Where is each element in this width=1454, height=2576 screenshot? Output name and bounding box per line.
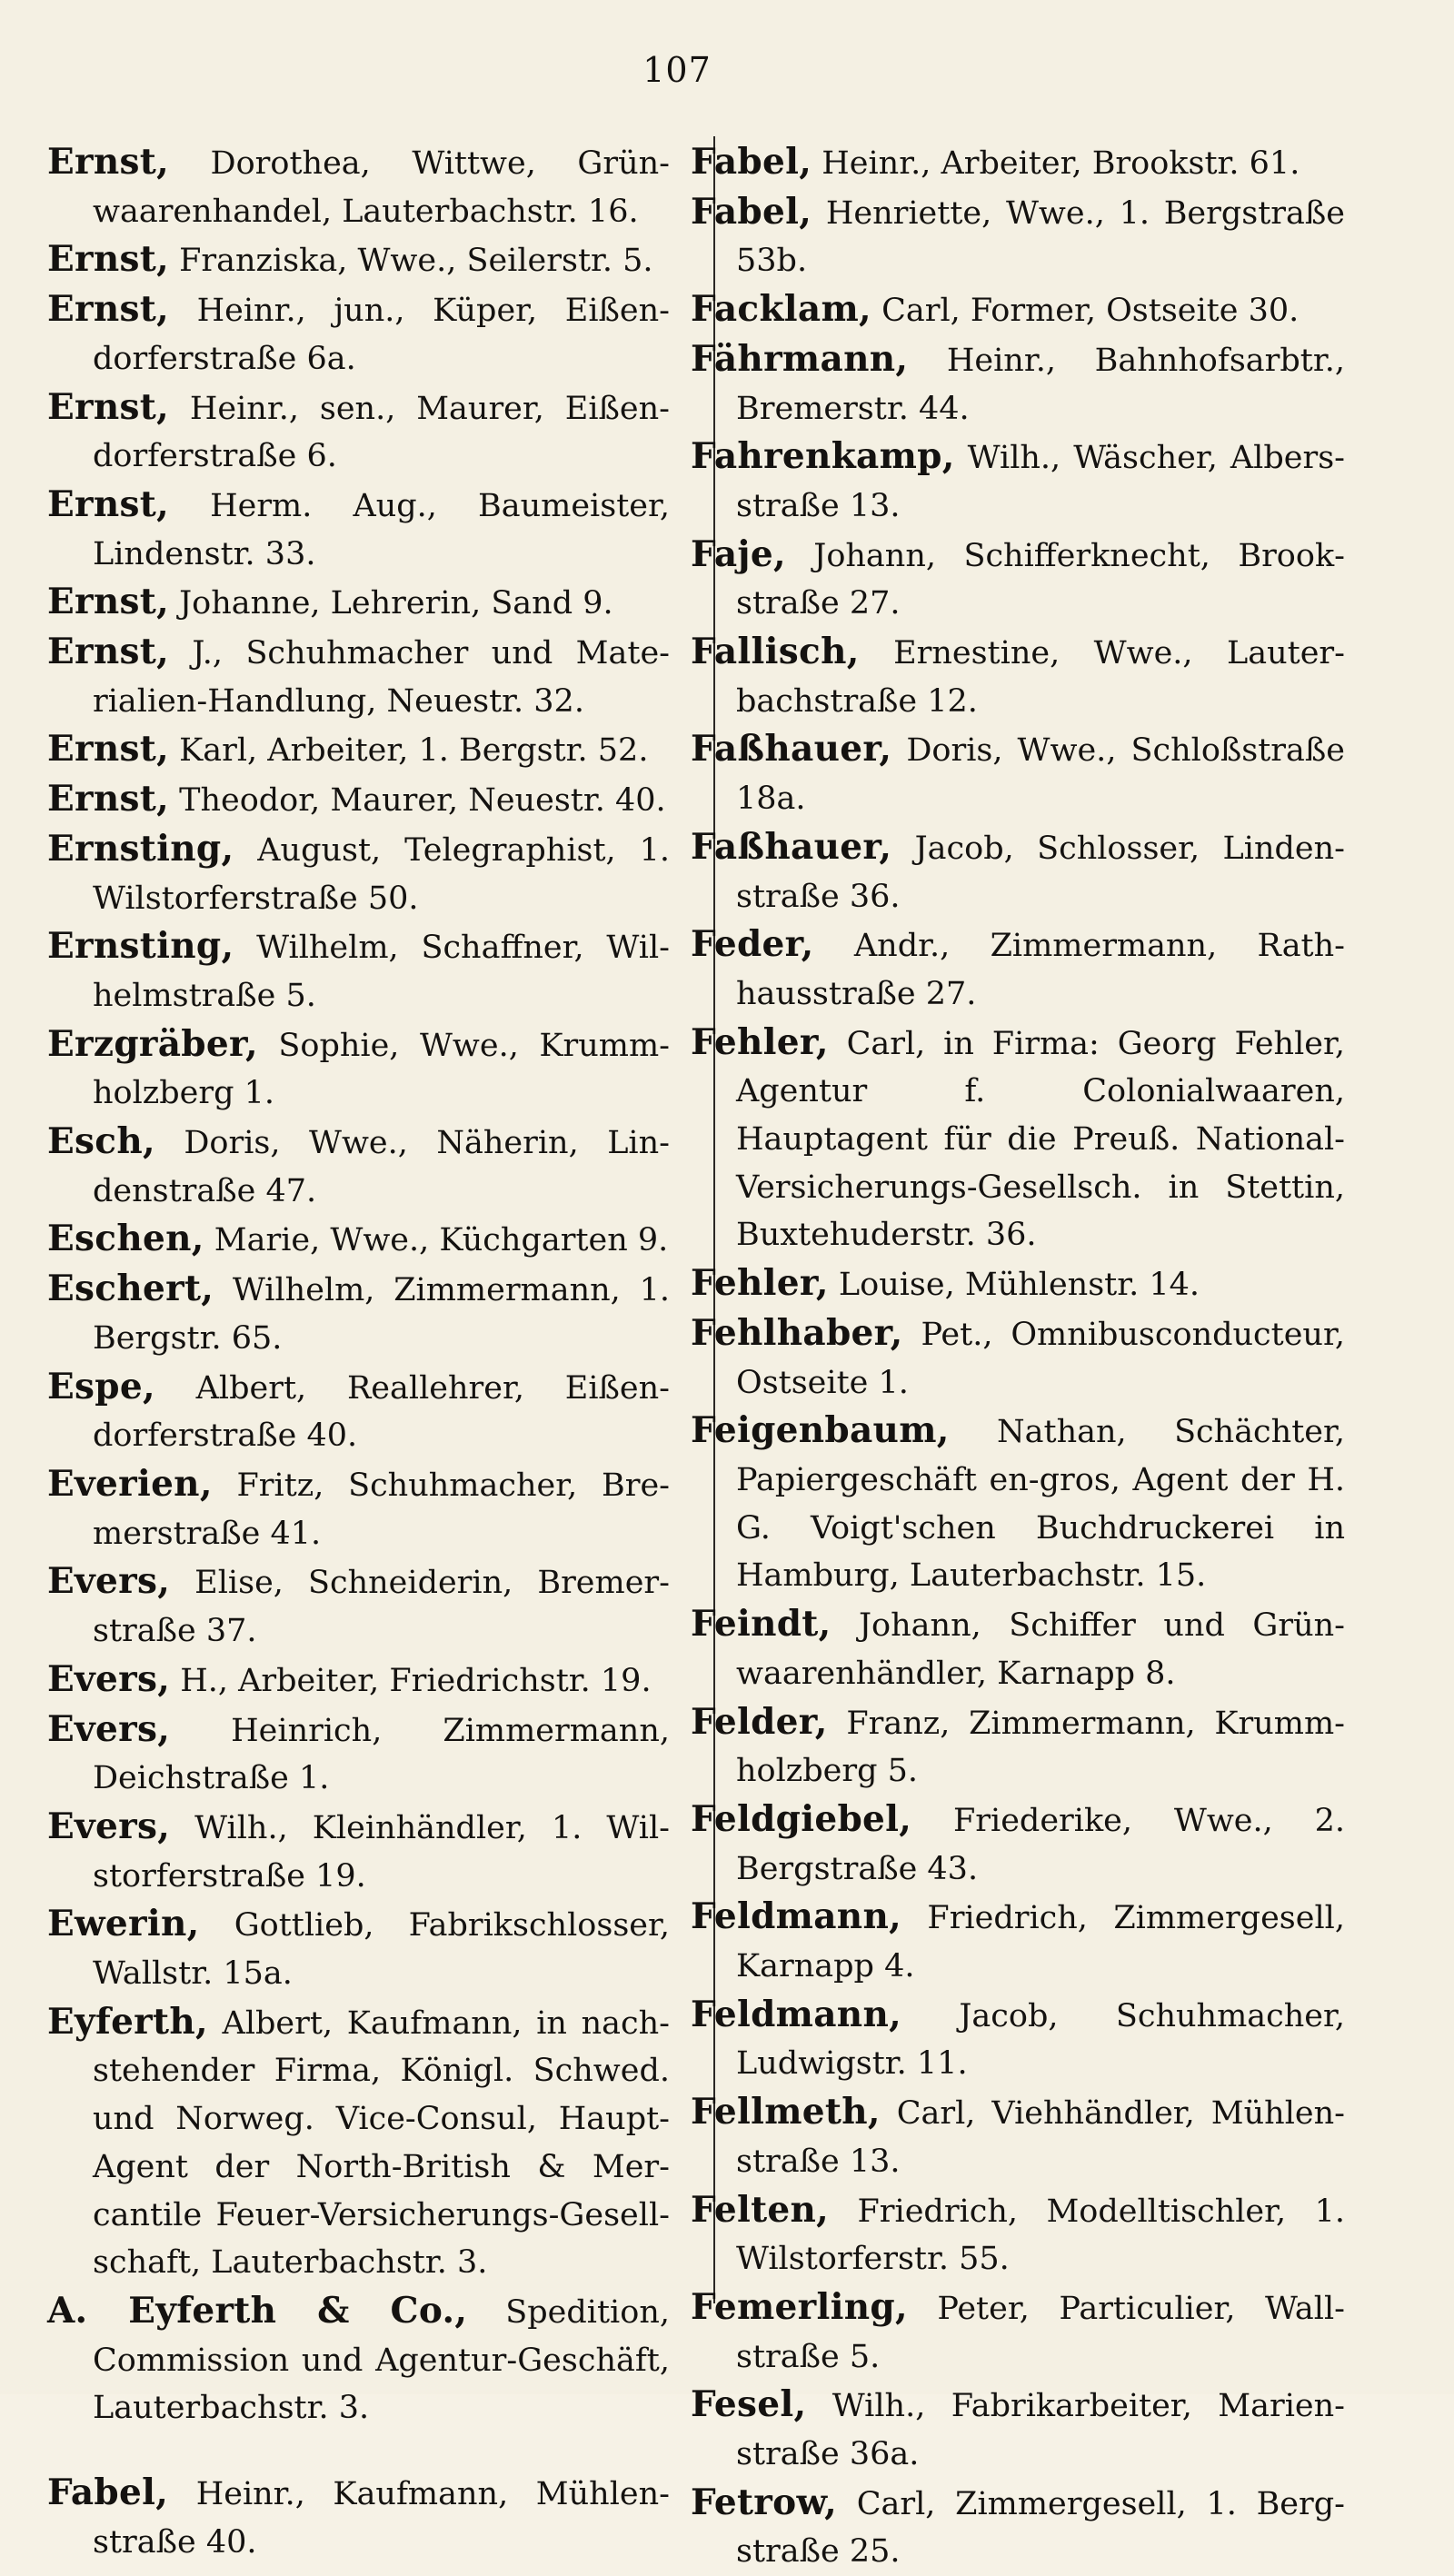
- directory-entry: [47, 285, 670, 383]
- directory-entry: [47, 1656, 670, 1706]
- directory-entry: [47, 578, 670, 628]
- entry-name: Faßhauer,: [691, 825, 892, 868]
- directory-entry: [47, 1557, 670, 1655]
- directory-entry: [691, 433, 1345, 530]
- entry-details: Spedition, Commission und Agentur-Geschäft, Lauterbachstr. 3.: [93, 2293, 670, 2427]
- entry-name: Eyferth,: [47, 2000, 208, 2043]
- entry-name: Ernsting,: [47, 827, 234, 870]
- entry-details: Friedrich, Modelltischler, 1. Wilstorferstr. 55.: [736, 2193, 1345, 2278]
- entry-name: Fellmeth,: [691, 2091, 881, 2133]
- entry-name: Fabel,: [47, 2472, 169, 2514]
- directory-entry: [691, 920, 1345, 1018]
- section-gap: [47, 2432, 670, 2469]
- entry-name: Feldgiebel,: [691, 1797, 912, 1840]
- entry-details: Elise, Schneiderin, Bremerstraße 37.: [93, 1565, 670, 1650]
- entry-name: Eschen,: [47, 1218, 204, 1260]
- entry-details: Gottlieb, Fabrikschlosser, Wallstr. 15a.: [93, 1907, 670, 1993]
- entry-details: Ernestine, Wwe., Lauterbachstraße 12.: [736, 635, 1345, 720]
- directory-entry: [47, 1215, 670, 1265]
- entry-name: Fährmann,: [691, 337, 909, 380]
- entry-details: Nathan, Schächter, Papiergeschäft en-gros, Agent der H. G. Voigt'schen Buchdruckerei in Hamburg, Lauterbachstr. 15.: [736, 1414, 1345, 1595]
- directory-entry: [47, 1265, 670, 1362]
- entry-details: Heinr., jun., Küper, Eißendorferstraße 6a.: [93, 293, 670, 377]
- directory-entry: [691, 2381, 1345, 2478]
- directory-entry: [691, 1600, 1345, 1697]
- directory-entry: [691, 1991, 1345, 2088]
- directory-entry: [47, 725, 670, 775]
- entry-name: Eschert,: [47, 1268, 214, 1310]
- directory-entry: [47, 628, 670, 725]
- entry-details: H., Arbeiter, Friedrichstr. 19.: [170, 1662, 652, 1699]
- entry-name: A. Eyferth & Co.,: [47, 2289, 468, 2332]
- entry-details: Henriette, Wwe., 1. Bergstraße 53b.: [736, 194, 1345, 280]
- directory-entry: [47, 481, 670, 578]
- entry-details: Friedrich, Zimmergesell, Karnapp 4.: [736, 1900, 1345, 1985]
- entry-name: Faßhauer,: [691, 728, 892, 771]
- directory-entry: [47, 2287, 670, 2432]
- entry-name: Fehler,: [691, 1020, 829, 1063]
- directory-entry: [47, 1803, 670, 1900]
- entry-details: Franziska, Wwe., Seilerstr. 5.: [168, 243, 653, 280]
- entry-details: Louise, Mühlenstr. 14.: [828, 1267, 1200, 1304]
- directory-entry: [47, 1363, 670, 1460]
- directory-entry: [47, 1706, 670, 1803]
- directory-entry: [691, 2283, 1345, 2381]
- directory-entry: [691, 1698, 1345, 1795]
- directory-entry: [691, 823, 1345, 920]
- entry-details: Fritz, Schuhmacher, Bremerstraße 41.: [93, 1467, 670, 1552]
- directory-entry: [691, 1795, 1345, 1893]
- entry-details: Wilhelm, Schaffner, Wilhelmstraße 5.: [93, 930, 670, 1014]
- entry-name: Fahrenkamp,: [691, 435, 955, 478]
- entry-name: Evers,: [47, 1657, 171, 1700]
- entry-name: Ernst,: [47, 141, 169, 183]
- entry-name: Felten,: [691, 2188, 830, 2231]
- directory-entry: [691, 725, 1345, 822]
- entry-name: Espe,: [47, 1365, 155, 1407]
- entry-details: Heinr., sen., Maurer, Eißendorferstraße 6.: [93, 390, 670, 475]
- entry-name: Facklam,: [691, 288, 871, 331]
- entry-name: Evers,: [47, 1707, 171, 1750]
- entry-details: Wilhelm, Zimmermann, 1. Bergstr. 65.: [93, 1272, 670, 1357]
- directory-entry: [691, 2479, 1345, 2576]
- entry-details: Friederike, Wwe., 2. Bergstraße 43.: [736, 1802, 1345, 1887]
- entry-details: Heinr., Bahnhofsarbtr., Bremerstr. 44.: [736, 342, 1345, 427]
- entry-details: Heinr., Arbeiter, Brookstr. 61.: [812, 145, 1300, 182]
- entry-name: Ernst,: [47, 238, 169, 281]
- entry-details: Sophie, Wwe., Krummholzberg 1.: [93, 1027, 670, 1112]
- directory-entry: [691, 2088, 1345, 2185]
- left-column: [47, 138, 670, 2566]
- entry-name: Fesel,: [691, 2383, 807, 2426]
- entry-details: Peter, Particulier, Wallstraße 5.: [736, 2290, 1345, 2375]
- entry-details: J., Schuhmacher und Materialien-Handlung, Neuestr. 32.: [93, 635, 670, 720]
- entry-details: Albert, Reallehrer, Eißendorferstraße 40.: [93, 1369, 670, 1455]
- entry-name: Fehler,: [691, 1262, 829, 1305]
- entry-name: Faje,: [691, 532, 786, 575]
- entry-details: Carl, Zimmergesell, 1. Bergstraße 25.: [736, 2485, 1345, 2571]
- directory-entry: [47, 1998, 670, 2287]
- entry-details: Wilh., Wäscher, Albersstraße 13.: [736, 440, 1345, 524]
- entry-name: Ernst,: [47, 288, 169, 331]
- directory-entry: [47, 1900, 670, 1997]
- entry-details: Dorothea, Wittwe, Grünwaarenhandel, Lauterbachstr. 16.: [93, 145, 670, 230]
- entry-details: Doris, Wwe., Schloßstraße 18a.: [736, 732, 1345, 818]
- entry-details: Pet., Omnibusconducteur, Ostseite 1.: [736, 1316, 1345, 1401]
- entry-name: Evers,: [47, 1560, 171, 1603]
- directory-entry: [691, 188, 1345, 285]
- directory-entry: [691, 628, 1345, 725]
- entry-details: Marie, Wwe., Küchgarten 9.: [204, 1222, 669, 1259]
- entry-name: Evers,: [47, 1805, 171, 1847]
- directory-entry: [691, 138, 1345, 188]
- entry-name: Fallisch,: [691, 631, 860, 673]
- directory-entry: [47, 922, 670, 1019]
- entry-details: Jacob, Schlosser, Lindenstraße 36.: [736, 830, 1345, 915]
- directory-entry: [691, 1309, 1345, 1407]
- directory-entry: [47, 235, 670, 285]
- entry-details: Wilh., Fabrikarbeiter, Marienstraße 36a.: [736, 2388, 1345, 2473]
- directory-entry: [691, 1893, 1345, 1990]
- entry-details: Jacob, Schuhmacher, Ludwigstr. 11.: [736, 1997, 1345, 2083]
- entry-name: Fabel,: [691, 190, 812, 233]
- entry-details: Andr., Zimmermann, Rathhausstraße 27.: [736, 928, 1345, 1012]
- entry-details: Carl, Former, Ostseite 30.: [871, 293, 1300, 330]
- entry-details: Heinr., Kaufmann, Mühlenstraße 40.: [93, 2476, 670, 2561]
- directory-entry: [47, 1118, 670, 1215]
- entry-name: Fabel,: [691, 141, 812, 183]
- entry-details: Carl, Viehhändler, Mühlenstraße 13.: [736, 2095, 1345, 2180]
- entry-name: Feindt,: [691, 1603, 832, 1646]
- entry-details: Doris, Wwe., Näherin, Lindenstraße 47.: [93, 1125, 670, 1209]
- directory-entry: [47, 2469, 670, 2566]
- page-number: 107: [642, 50, 712, 90]
- entry-details: Franz, Zimmermann, Krummholzberg 5.: [736, 1705, 1345, 1790]
- directory-entry: [691, 2186, 1345, 2283]
- directory-entry: [691, 1019, 1345, 1260]
- entry-name: Ernst,: [47, 631, 169, 673]
- entry-name: Femerling,: [691, 2285, 908, 2328]
- directory-entry: [47, 1460, 670, 1557]
- entry-name: Ernst,: [47, 482, 169, 525]
- entry-name: Fehlhaber,: [691, 1311, 903, 1354]
- directory-entry: [47, 383, 670, 481]
- entry-name: Ernst,: [47, 581, 169, 623]
- entry-name: Feder,: [691, 923, 814, 966]
- directory-entry: [691, 1407, 1345, 1600]
- entry-details: Theodor, Maurer, Neuestr. 40.: [168, 782, 666, 820]
- entry-name: Ernsting,: [47, 925, 234, 968]
- entry-details: Wilh., Kleinhändler, 1. Wilstorferstraße 19.: [93, 1809, 670, 1895]
- entry-details: Heinrich, Zimmermann, Deichstraße 1.: [93, 1712, 670, 1797]
- entry-name: Erzgräber,: [47, 1022, 258, 1065]
- directory-entry: [691, 285, 1345, 335]
- entry-name: Everien,: [47, 1462, 213, 1505]
- entry-details: Herm. Aug., Baumeister, Lindenstr. 33.: [93, 487, 670, 572]
- directory-entry: [691, 531, 1345, 628]
- directory-entry: [47, 775, 670, 825]
- entry-name: Ernst,: [47, 728, 169, 771]
- entry-details: August, Telegraphist, 1. Wilstorferstraße 50.: [93, 831, 670, 917]
- directory-entry: [691, 1259, 1345, 1309]
- entry-name: Fetrow,: [691, 2481, 838, 2523]
- directory-entry: [47, 138, 670, 235]
- entry-details: Karl, Arbeiter, 1. Bergstr. 52.: [168, 732, 649, 770]
- entry-details: Johanne, Lehrerin, Sand 9.: [168, 585, 613, 622]
- entry-name: Feigenbaum,: [691, 1409, 950, 1452]
- directory-entry: [47, 825, 670, 922]
- entry-name: Feldmann,: [691, 1895, 901, 1938]
- right-column: [691, 138, 1345, 2576]
- entry-details: Johann, Schifferknecht, Brookstraße 27.: [736, 537, 1345, 622]
- entry-details: Carl, in Firma: Georg Fehler, Agentur f. Colonialwaaren, Hauptagent für die Preuß. National-Versicherungs-Gesellsch. in Stettin, Buxtehuderstr. 36.: [736, 1025, 1345, 1254]
- directory-entry: [47, 1020, 670, 1118]
- entry-details: Albert, Kaufmann, in nachstehender Firma, Königl. Schwed. und Norweg. Vice-Consul, Haupt-Agent der North-British & Mercantile Feuer-Versicherungs-Gesellschaft, Lauterbachstr. 3.: [93, 2004, 670, 2282]
- entry-name: Ewerin,: [47, 1903, 200, 1945]
- entry-name: Felder,: [691, 1700, 828, 1743]
- entry-name: Ernst,: [47, 385, 169, 428]
- entry-name: Esch,: [47, 1120, 155, 1163]
- entry-name: Ernst,: [47, 778, 169, 821]
- directory-entry: [691, 335, 1345, 433]
- entry-name: Feldmann,: [691, 1993, 901, 2035]
- entry-details: Johann, Schiffer und Grünwaarenhändler, Karnapp 8.: [736, 1607, 1345, 1692]
